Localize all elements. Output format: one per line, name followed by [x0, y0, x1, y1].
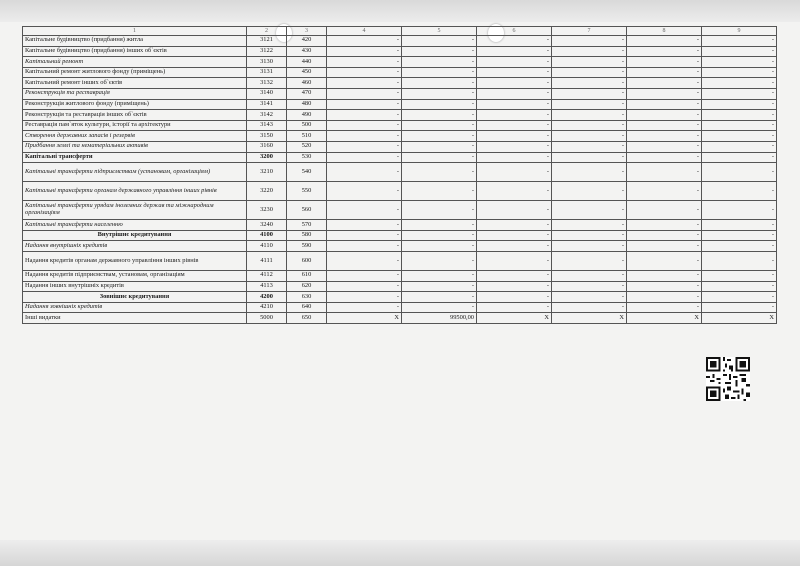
column-number: 9: [702, 27, 777, 36]
row-line-number: 450: [287, 67, 327, 78]
row-name: Реконструкція та реставрація: [23, 88, 247, 99]
cell-col-9: -: [702, 141, 777, 152]
cell-col-5: -: [402, 46, 477, 57]
cell-col-7: -: [552, 163, 627, 182]
row-code: 4113: [247, 281, 287, 292]
cell-col-5: -: [402, 152, 477, 163]
cell-col-4: -: [327, 251, 402, 270]
row-name: Реконструкція та реставрація інших об`єктів: [23, 110, 247, 121]
cell-col-7: X: [552, 313, 627, 324]
table-row: [23, 110, 777, 121]
cell-col-9: -: [702, 281, 777, 292]
cell-col-8: -: [627, 281, 702, 292]
row-code: 4200: [247, 292, 287, 303]
row-name: Придбання землі та нематеріальних активів: [23, 141, 247, 152]
cell-col-9: -: [702, 201, 777, 220]
row-line-number: 420: [287, 36, 327, 47]
cell-col-7: -: [552, 251, 627, 270]
table-row: [23, 141, 777, 152]
row-line-number: 640: [287, 302, 327, 313]
cell-col-6: -: [477, 141, 552, 152]
row-code: 3150: [247, 131, 287, 142]
cell-col-6: -: [477, 120, 552, 131]
cell-col-6: -: [477, 302, 552, 313]
table-row: [23, 182, 777, 201]
row-code: 5000: [247, 313, 287, 324]
cell-col-6: -: [477, 131, 552, 142]
cell-col-5: -: [402, 182, 477, 201]
cell-col-6: -: [477, 99, 552, 110]
cell-col-5: -: [402, 110, 477, 121]
cell-col-9: -: [702, 182, 777, 201]
row-code: 3122: [247, 46, 287, 57]
row-code: 3143: [247, 120, 287, 131]
row-name: Надання кредитів органам державного управління інших рівнів: [23, 251, 247, 270]
cell-col-9: -: [702, 57, 777, 68]
row-name: Реконструкція житлового фонду (приміщень): [23, 99, 247, 110]
cell-col-5: -: [402, 163, 477, 182]
cell-col-6: -: [477, 57, 552, 68]
cell-col-7: -: [552, 36, 627, 47]
cell-col-4: X: [327, 313, 402, 324]
cell-col-9: X: [702, 313, 777, 324]
row-code: 4111: [247, 251, 287, 270]
row-line-number: 480: [287, 99, 327, 110]
column-number: 6: [477, 27, 552, 36]
cell-col-7: -: [552, 201, 627, 220]
cell-col-5: -: [402, 220, 477, 231]
cell-col-8: -: [627, 67, 702, 78]
cell-col-7: -: [552, 220, 627, 231]
row-name: Капітальне будівництво (придбання) інших об`єктів: [23, 46, 247, 57]
cell-col-5: -: [402, 251, 477, 270]
cell-col-4: -: [327, 120, 402, 131]
cell-col-7: -: [552, 88, 627, 99]
row-name: Зовнішнє кредитування: [23, 292, 247, 303]
row-code: 3130: [247, 57, 287, 68]
row-line-number: 590: [287, 241, 327, 252]
cell-col-9: -: [702, 99, 777, 110]
cell-col-7: -: [552, 152, 627, 163]
cell-col-7: -: [552, 131, 627, 142]
column-number: 4: [327, 27, 402, 36]
cell-col-4: -: [327, 163, 402, 182]
table-row: [23, 230, 777, 241]
row-code: 4112: [247, 270, 287, 281]
cell-col-8: -: [627, 270, 702, 281]
cell-col-9: -: [702, 230, 777, 241]
cell-col-8: -: [627, 57, 702, 68]
cell-col-9: -: [702, 78, 777, 89]
row-line-number: 440: [287, 57, 327, 68]
column-number: 2: [247, 27, 287, 36]
cell-col-9: -: [702, 88, 777, 99]
row-name: Створення державних запасів і резервів: [23, 131, 247, 142]
table-row: [23, 201, 777, 220]
cell-col-4: -: [327, 292, 402, 303]
cell-col-8: -: [627, 163, 702, 182]
cell-col-4: -: [327, 57, 402, 68]
cell-col-8: -: [627, 152, 702, 163]
cell-col-8: -: [627, 110, 702, 121]
cell-col-8: -: [627, 201, 702, 220]
cell-col-6: -: [477, 152, 552, 163]
cell-col-8: -: [627, 251, 702, 270]
cell-col-6: -: [477, 88, 552, 99]
cell-col-7: -: [552, 78, 627, 89]
cell-col-8: -: [627, 182, 702, 201]
cell-col-4: -: [327, 152, 402, 163]
cell-col-6: -: [477, 220, 552, 231]
column-number: 5: [402, 27, 477, 36]
cell-col-6: -: [477, 281, 552, 292]
cell-col-6: -: [477, 67, 552, 78]
row-code: 3240: [247, 220, 287, 231]
cell-col-7: -: [552, 57, 627, 68]
row-line-number: 630: [287, 292, 327, 303]
row-code: 3200: [247, 152, 287, 163]
cell-col-8: -: [627, 230, 702, 241]
cell-col-7: -: [552, 110, 627, 121]
row-line-number: 540: [287, 163, 327, 182]
cell-col-4: -: [327, 241, 402, 252]
cell-col-6: -: [477, 270, 552, 281]
row-name: Капітальні трансферти населенню: [23, 220, 247, 231]
cell-col-6: X: [477, 313, 552, 324]
cell-col-6: -: [477, 292, 552, 303]
cell-col-4: -: [327, 201, 402, 220]
cell-col-4: -: [327, 78, 402, 89]
row-name: Капітальні трансферти урядам іноземних держав та міжнародним організаціям: [23, 201, 247, 220]
cell-col-4: -: [327, 302, 402, 313]
row-name: Капітальне будівництво (придбання) житла: [23, 36, 247, 47]
row-name: Надання зовнішніх кредитів: [23, 302, 247, 313]
table-row: [23, 270, 777, 281]
row-line-number: 530: [287, 152, 327, 163]
scan-edge-bottom: [0, 540, 800, 566]
cell-col-4: -: [327, 230, 402, 241]
cell-col-6: -: [477, 201, 552, 220]
cell-col-7: -: [552, 241, 627, 252]
cell-col-4: -: [327, 67, 402, 78]
cell-col-7: -: [552, 292, 627, 303]
cell-col-5: -: [402, 131, 477, 142]
cell-col-5: -: [402, 57, 477, 68]
row-code: 3142: [247, 110, 287, 121]
cell-col-7: -: [552, 182, 627, 201]
table-row: [23, 46, 777, 57]
row-name: Капітальні трансферти органам державного управління інших рівнів: [23, 182, 247, 201]
column-number: 7: [552, 27, 627, 36]
cell-col-6: -: [477, 251, 552, 270]
row-line-number: 560: [287, 201, 327, 220]
table-row: [23, 152, 777, 163]
cell-col-7: -: [552, 67, 627, 78]
table-row: [23, 57, 777, 68]
cell-col-8: -: [627, 241, 702, 252]
qr-code-icon: [706, 357, 750, 401]
cell-col-4: -: [327, 46, 402, 57]
cell-col-6: -: [477, 46, 552, 57]
table-row: [23, 241, 777, 252]
row-code: 4110: [247, 241, 287, 252]
cell-col-4: -: [327, 141, 402, 152]
row-code: 3210: [247, 163, 287, 182]
budget-table: [22, 26, 777, 324]
row-line-number: 430: [287, 46, 327, 57]
cell-col-4: -: [327, 36, 402, 47]
cell-col-8: -: [627, 220, 702, 231]
cell-col-5: -: [402, 120, 477, 131]
cell-col-4: -: [327, 88, 402, 99]
cell-col-9: -: [702, 131, 777, 142]
table-row: [23, 292, 777, 303]
table-row: [23, 67, 777, 78]
table-row: [23, 251, 777, 270]
cell-col-4: -: [327, 99, 402, 110]
cell-col-9: -: [702, 220, 777, 231]
table-row: [23, 99, 777, 110]
cell-col-8: X: [627, 313, 702, 324]
cell-col-6: -: [477, 78, 552, 89]
cell-col-4: -: [327, 220, 402, 231]
cell-col-5: -: [402, 270, 477, 281]
cell-col-5: -: [402, 99, 477, 110]
row-name: Капітальні трансферти: [23, 152, 247, 163]
cell-col-4: -: [327, 110, 402, 121]
cell-col-5: 99500,00: [402, 313, 477, 324]
cell-col-9: -: [702, 270, 777, 281]
cell-col-5: -: [402, 302, 477, 313]
row-line-number: 510: [287, 131, 327, 142]
row-name: Надання внутрішніх кредитів: [23, 241, 247, 252]
row-name: Реставрація пам`яток культури, історії та архітектури: [23, 120, 247, 131]
cell-col-8: -: [627, 88, 702, 99]
cell-col-4: -: [327, 182, 402, 201]
cell-col-9: -: [702, 251, 777, 270]
cell-col-9: -: [702, 152, 777, 163]
cell-col-7: -: [552, 230, 627, 241]
cell-col-8: -: [627, 141, 702, 152]
cell-col-6: -: [477, 230, 552, 241]
table-row: [23, 163, 777, 182]
table-row: [23, 78, 777, 89]
cell-col-9: -: [702, 36, 777, 47]
cell-col-5: -: [402, 78, 477, 89]
row-line-number: 570: [287, 220, 327, 231]
row-line-number: 600: [287, 251, 327, 270]
column-number: 1: [23, 27, 247, 36]
cell-col-5: -: [402, 281, 477, 292]
cell-col-5: -: [402, 67, 477, 78]
row-code: 3160: [247, 141, 287, 152]
cell-col-8: -: [627, 302, 702, 313]
cell-col-5: -: [402, 36, 477, 47]
cell-col-7: -: [552, 99, 627, 110]
cell-col-9: -: [702, 110, 777, 121]
cell-col-8: -: [627, 131, 702, 142]
table-row: [23, 88, 777, 99]
cell-col-4: -: [327, 131, 402, 142]
cell-col-5: -: [402, 230, 477, 241]
row-line-number: 490: [287, 110, 327, 121]
row-name: Капітальний ремонт: [23, 57, 247, 68]
row-line-number: 650: [287, 313, 327, 324]
table-row: [23, 120, 777, 131]
row-name: Внутрішнє кредитування: [23, 230, 247, 241]
cell-col-7: -: [552, 281, 627, 292]
scan-edge-top: [0, 0, 800, 22]
cell-col-5: -: [402, 88, 477, 99]
cell-col-9: -: [702, 120, 777, 131]
row-line-number: 550: [287, 182, 327, 201]
cell-col-7: -: [552, 302, 627, 313]
cell-col-6: -: [477, 241, 552, 252]
cell-col-6: -: [477, 182, 552, 201]
cell-col-8: -: [627, 46, 702, 57]
row-name: Капітальні трансферти підприємствам (установам, організаціям): [23, 163, 247, 182]
row-code: 3121: [247, 36, 287, 47]
row-line-number: 460: [287, 78, 327, 89]
cell-col-9: -: [702, 163, 777, 182]
row-name: Інші видатки: [23, 313, 247, 324]
cell-col-5: -: [402, 241, 477, 252]
cell-col-9: -: [702, 302, 777, 313]
table-row: [23, 281, 777, 292]
cell-col-6: -: [477, 110, 552, 121]
row-line-number: 520: [287, 141, 327, 152]
row-line-number: 500: [287, 120, 327, 131]
column-number: 3: [287, 27, 327, 36]
table-row: [23, 36, 777, 47]
row-code: 3140: [247, 88, 287, 99]
cell-col-9: -: [702, 67, 777, 78]
cell-col-4: -: [327, 270, 402, 281]
row-code: 4210: [247, 302, 287, 313]
table-row: [23, 313, 777, 324]
row-line-number: 580: [287, 230, 327, 241]
row-line-number: 620: [287, 281, 327, 292]
cell-col-9: -: [702, 241, 777, 252]
cell-col-9: -: [702, 292, 777, 303]
table-row: [23, 220, 777, 231]
row-code: 3220: [247, 182, 287, 201]
row-name: Капітальний ремонт інших об`єктів: [23, 78, 247, 89]
cell-col-5: -: [402, 292, 477, 303]
cell-col-5: -: [402, 141, 477, 152]
cell-col-9: -: [702, 46, 777, 57]
cell-col-4: -: [327, 281, 402, 292]
row-name: Надання кредитів підприємствам, установам, організаціям: [23, 270, 247, 281]
column-number-row: [23, 27, 777, 36]
row-name: Надання інших внутрішніх кредитів: [23, 281, 247, 292]
cell-col-6: -: [477, 36, 552, 47]
row-code: 3131: [247, 67, 287, 78]
table-row: [23, 131, 777, 142]
row-line-number: 470: [287, 88, 327, 99]
row-name: Капітальний ремонт житлового фонду (приміщень): [23, 67, 247, 78]
cell-col-8: -: [627, 120, 702, 131]
cell-col-7: -: [552, 120, 627, 131]
row-line-number: 610: [287, 270, 327, 281]
cell-col-8: -: [627, 78, 702, 89]
row-code: 4100: [247, 230, 287, 241]
table-row: [23, 302, 777, 313]
row-code: 3132: [247, 78, 287, 89]
cell-col-6: -: [477, 163, 552, 182]
column-number: 8: [627, 27, 702, 36]
cell-col-5: -: [402, 201, 477, 220]
row-code: 3141: [247, 99, 287, 110]
cell-col-7: -: [552, 46, 627, 57]
cell-col-8: -: [627, 36, 702, 47]
row-code: 3230: [247, 201, 287, 220]
cell-col-8: -: [627, 292, 702, 303]
cell-col-7: -: [552, 270, 627, 281]
cell-col-8: -: [627, 99, 702, 110]
cell-col-7: -: [552, 141, 627, 152]
